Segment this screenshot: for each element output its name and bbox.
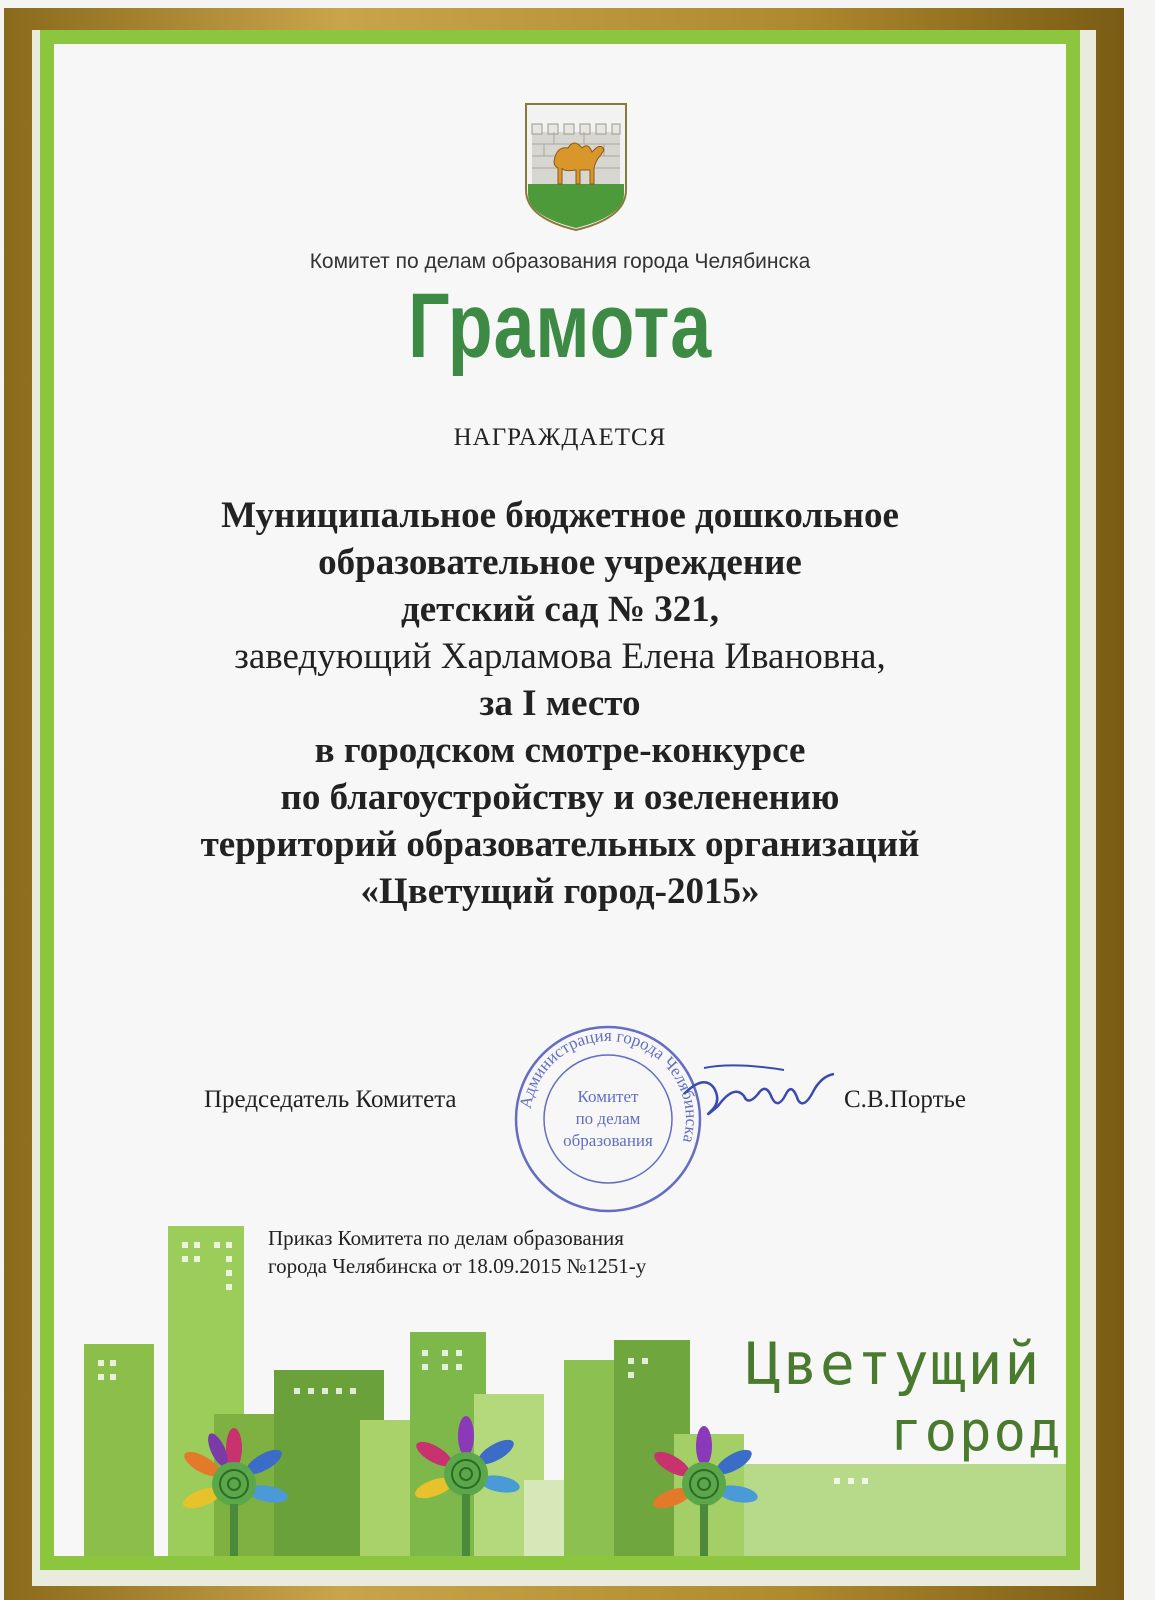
award-text: [54, 492, 1066, 915]
brand-line-1: Цветущий: [746, 1330, 1042, 1398]
committee-name: Комитет по делам образования города Челябинска: [309, 250, 811, 273]
order-line-1: Приказ Комитета по делам образования: [268, 1226, 624, 1250]
org-line-1: Муниципальное бюджетное дошкольное: [221, 495, 899, 536]
place-line: за I место: [479, 683, 641, 724]
reason-line-4: «Цветущий город-2015»: [360, 871, 760, 912]
certificate: [54, 44, 1066, 1556]
order-reference: [268, 1224, 646, 1280]
awarded-label: НАГРАЖДАЕТСЯ: [453, 424, 667, 451]
org-line-2: образовательное учреждение: [318, 542, 802, 583]
handwritten-signature: [674, 1054, 844, 1134]
reason-line-1: в городском смотре-конкурсе: [314, 730, 806, 771]
stamp-inner-line-3: образования: [563, 1131, 653, 1150]
org-line-3: детский сад № 321,: [401, 589, 719, 630]
stamp-inner-line-2: по делам: [575, 1109, 641, 1128]
signatory-name: С.В.Портье: [844, 1086, 966, 1113]
head-line: заведующий Харламова Елена Ивановна,: [234, 636, 886, 677]
chelyabinsk-coat-of-arms-icon: [524, 102, 628, 232]
signatory-position: Председатель Комитета: [204, 1086, 457, 1113]
stamp-inner-line-1: Комитет: [577, 1087, 639, 1106]
reason-line-2: по благоустройству и озеленению: [280, 777, 840, 818]
reason-line-3: территорий образовательных организаций: [200, 824, 920, 865]
certificate-title: Грамота: [408, 275, 712, 377]
brand-line-2: город: [890, 1400, 1063, 1463]
order-line-2: города Челябинска от 18.09.2015 №1251-у: [268, 1254, 647, 1278]
stamp-outer-text: Администрация города Челябинска: [515, 1025, 702, 1145]
